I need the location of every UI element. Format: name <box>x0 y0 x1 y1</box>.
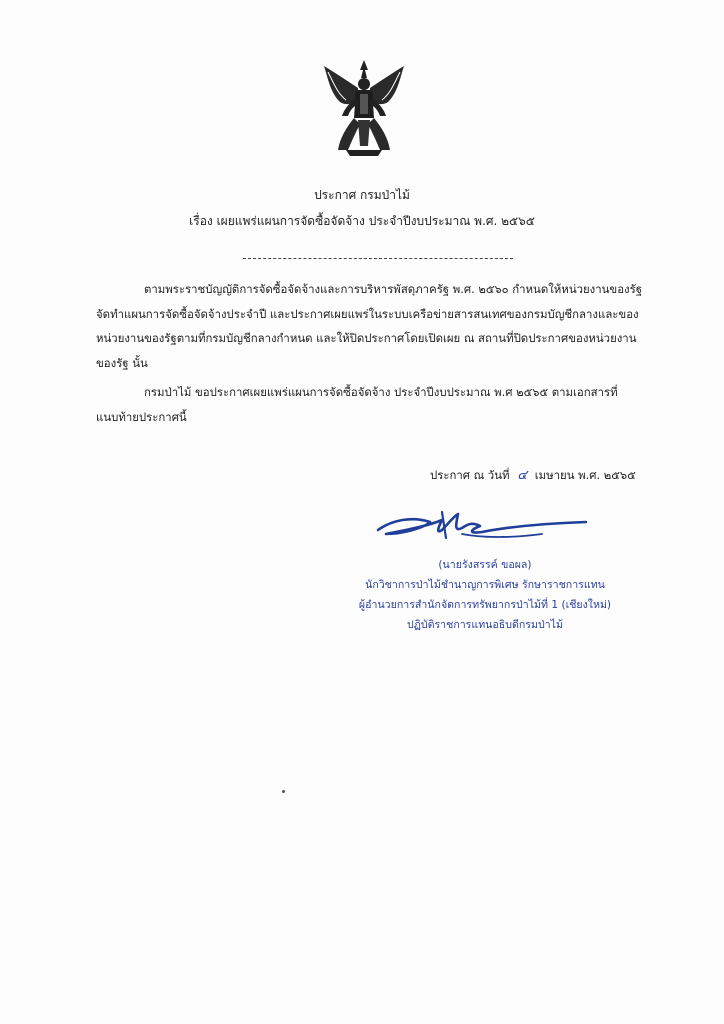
paragraph-line: ตามพระราชบัญญัติการจัดซื้อจัดจ้างและการบริหารพัสดุภาครัฐ พ.ศ. ๒๕๖๐ กำหนดให้หน่วยงานของรัฐ <box>144 282 643 296</box>
signer-position-line-3: ปฏิบัติราชการแทนอธิบดีกรมป่าไม้ <box>407 619 563 631</box>
announcement-subject: เรื่อง เผยแพร่แผนการจัดซื้อจัดจ้าง ประจำปีงบประมาณ พ.ศ. ๒๕๖๕ <box>189 214 535 228</box>
paragraph-line: ของรัฐ นั้น <box>96 355 148 370</box>
handwritten-signature-icon <box>372 508 590 544</box>
announcement-title: ประกาศ กรมป่าไม้ <box>314 188 410 202</box>
dateline-day: ๔ <box>517 468 528 483</box>
announcement-dateline <box>430 464 636 485</box>
signer-position-line-1: นักวิชาการป่าไม้ชำนาญการพิเศษ รักษาราชการแทน <box>365 579 605 591</box>
paragraph-line: หน่วยงานของรัฐตามที่กรมบัญชีกลางกำหนด และให้ปิดประกาศโดยเปิดเผย ณ สถานที่ปิดประกาศของหน่วยงาน <box>96 331 637 345</box>
body-paragraph-1 <box>96 277 656 375</box>
dateline-suffix: เมษายน พ.ศ. ๒๕๖๕ <box>534 468 636 482</box>
garuda-emblem-icon <box>318 58 410 158</box>
signer-name: (นายรังสรรค์ ขอผล) <box>438 559 532 571</box>
paragraph-line: จัดทำแผนการจัดซื้อจัดจ้างประจำปี และประกาศเผยแพร่ในระบบเครือข่ายสารสนเทศของกรมบัญชีกลางและของ <box>96 306 639 321</box>
signer-position-line-2: ผู้อำนวยการสำนักจัดการทรัพยากรป่าไม้ที่ 1 (เชียงใหม่) <box>358 599 612 611</box>
body-paragraph-2 <box>96 380 656 429</box>
paragraph-line: กรมป่าไม้ ขอประกาศเผยแพร่แผนการจัดซื้อจัดจ้าง ประจำปีงบประมาณ พ.ศ ๒๕๖๕ ตามเอกสารที่ <box>144 385 618 399</box>
paragraph-line: แนบท้ายประกาศนี้ <box>96 409 187 424</box>
section-divider <box>243 258 513 259</box>
scan-speck <box>282 790 285 793</box>
dateline-prefix: ประกาศ ณ วันที่ <box>430 468 510 482</box>
